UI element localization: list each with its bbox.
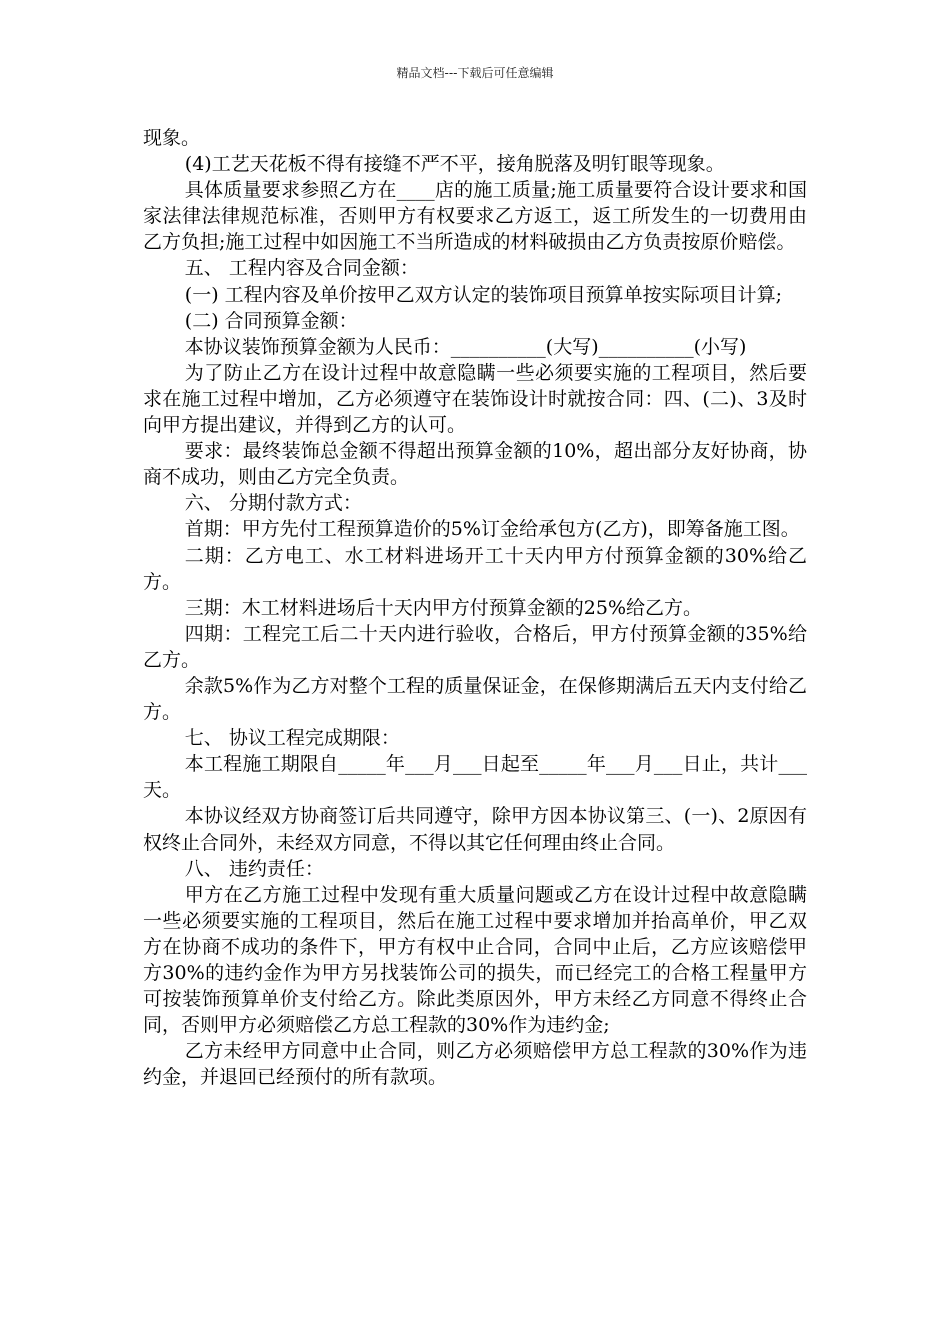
- paragraph: 二期：乙方电工、水工材料进场开工十天内甲方付预算金额的30%给乙方。: [143, 544, 807, 593]
- paragraph: 余款5%作为乙方对整个工程的质量保证金，在保修期满后五天内支付给乙方。: [143, 674, 807, 724]
- section-heading: 八、 违约责任：: [184, 857, 324, 880]
- paragraph: (一) 工程内容及单价按甲乙双方认定的装饰项目预算单按实际项目计算;: [184, 283, 783, 306]
- page-header: 精品文档---下载后可任意编辑: [396, 66, 554, 80]
- section-heading: 五、 工程内容及合同金额：: [184, 257, 419, 280]
- paragraph: (二) 合同预算金额：: [184, 309, 358, 332]
- paragraph: 具体质量要求参照乙方在____店的施工质量;施工质量要符合设计要求和国家法律法律规范标准，否则甲方有权要求乙方返工，返工所发生的一切费用由乙方负担;施工过程中如因施工不当所造成的材料破损由乙方负责按原价赔偿。: [143, 179, 807, 254]
- paragraph: 现象。: [143, 127, 201, 149]
- section-heading: 七、 协议工程完成期限：: [184, 727, 400, 750]
- paragraph: 乙方未经甲方同意中止合同，则乙方必须赔偿甲方总工程款的30%作为违约金，并退回已经预付的所有款项。: [143, 1040, 807, 1089]
- paragraph: 本协议装饰预算金额为人民币：__________(大写)__________(小写): [184, 335, 747, 358]
- paragraph: 本工程施工期限自_____年___月___日起至_____年___月___日止，共计___天。: [143, 753, 807, 802]
- document-body: [143, 125, 807, 1090]
- paragraph: 本协议经双方协商签订后共同遵守，除甲方因本协议第三、(一)、2原因有权终止合同外，未经双方同意，不得以其它任何理由终止合同。: [143, 805, 807, 854]
- paragraph: 为了防止乙方在设计过程中故意隐瞒一些必须要实施的工程项目，然后要求在施工过程中增加，乙方必须遵守在装饰设计时就按合同：四、(二)、3及时向甲方提出建议，并得到乙方的认可。: [143, 361, 807, 437]
- paragraph: (4)工艺天花板不得有接缝不严不平，接角脱落及明钉眼等现象。: [184, 153, 725, 176]
- paragraph: 三期：木工材料进场后十天内甲方付预算金额的25%给乙方。: [184, 596, 703, 619]
- paragraph: 四期：工程完工后二十天内进行验收，合格后，甲方付预算金额的35%给乙方。: [143, 622, 807, 671]
- paragraph: 甲方在乙方施工过程中发现有重大质量问题或乙方在设计过程中故意隐瞒一些必须要实施的工程项目，然后在施工过程中要求增加并抬高单价，甲乙双方在协商不成功的条件下，甲方有权中止合同，合同中止后，乙方应该赔偿甲方30%的违约金作为甲方另找装饰公司的损失，而已经完工的合格工程量甲方可按装饰预算单价支付给乙方。除此类原因外，甲方未经乙方同意不得终止合同，否则甲方必须赔偿乙方总工程款的30%作为违约金;: [143, 883, 807, 1037]
- paragraph: 要求：最终装饰总金额不得超出预算金额的10%，超出部分友好协商，协商不成功，则由乙方完全负责。: [143, 440, 807, 489]
- section-heading: 六、 分期付款方式：: [184, 492, 362, 515]
- paragraph: 首期：甲方先付工程预算造价的5%订金给承包方(乙方)，即筹备施工图。: [184, 518, 800, 541]
